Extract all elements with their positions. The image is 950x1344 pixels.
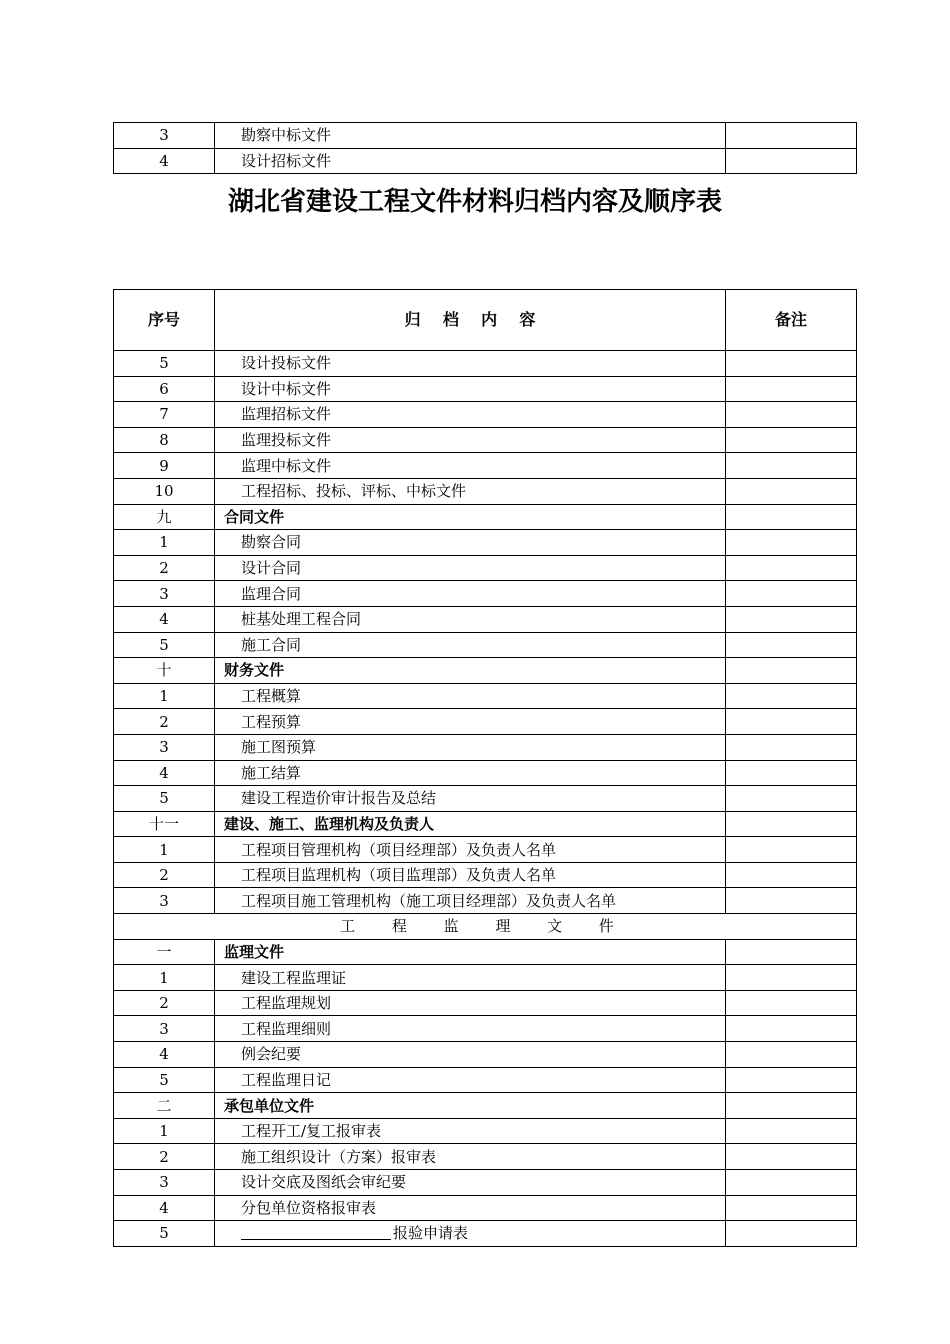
row-remark bbox=[726, 760, 857, 786]
table-row bbox=[114, 453, 857, 479]
row-text: 工程监理日记 bbox=[241, 1070, 332, 1089]
header-no: 序号 bbox=[114, 290, 215, 351]
row-number: 4 bbox=[114, 760, 215, 786]
row-number: 2 bbox=[114, 1144, 215, 1170]
row-content bbox=[215, 351, 726, 377]
row-remark bbox=[726, 1195, 857, 1221]
table-row bbox=[114, 148, 857, 174]
table-row bbox=[114, 709, 857, 735]
row-text: 承包单位文件 bbox=[224, 1096, 315, 1115]
row-content bbox=[215, 478, 726, 504]
row-number: 6 bbox=[114, 376, 215, 402]
row-content bbox=[215, 837, 726, 863]
row-content: 勘察中标文件 bbox=[215, 123, 726, 149]
continued-table bbox=[113, 122, 857, 174]
document-title: 湖北省建设工程文件材料归档内容及顺序表 bbox=[227, 187, 722, 217]
row-content bbox=[215, 786, 726, 812]
row-content bbox=[215, 504, 726, 530]
row-text: 设计交底及图纸会审纪要 bbox=[241, 1173, 407, 1192]
row-remark bbox=[726, 1067, 857, 1093]
row-text: 合同文件 bbox=[224, 507, 285, 526]
row-text: 建设工程造价审计报告及总结 bbox=[241, 789, 437, 808]
fill-in-blank bbox=[241, 1223, 391, 1240]
row-number: 二 bbox=[114, 1093, 215, 1119]
table-row bbox=[114, 1118, 857, 1144]
table-row bbox=[114, 888, 857, 914]
row-number: 3 bbox=[114, 888, 215, 914]
row-remark bbox=[726, 123, 857, 149]
row-text: 工程项目管理机构（项目经理部）及负责人名单 bbox=[241, 840, 557, 859]
archive-table bbox=[113, 289, 857, 1247]
row-remark bbox=[726, 632, 857, 658]
row-text: 施工组织设计（方案）报审表 bbox=[241, 1147, 437, 1166]
table-row bbox=[114, 402, 857, 428]
row-number: 4 bbox=[114, 606, 215, 632]
row-remark bbox=[726, 427, 857, 453]
row-text: 建设、施工、监理机构及负责人 bbox=[224, 814, 435, 833]
row-text: 监理文件 bbox=[224, 942, 285, 961]
row-remark bbox=[726, 351, 857, 377]
row-text: 工程监理细则 bbox=[241, 1019, 332, 1038]
row-remark bbox=[726, 862, 857, 888]
row-text: 施工合同 bbox=[241, 635, 302, 654]
row-number: 九 bbox=[114, 504, 215, 530]
table-row bbox=[114, 1221, 857, 1247]
row-content bbox=[215, 606, 726, 632]
table-row bbox=[114, 123, 857, 149]
row-remark bbox=[726, 1093, 857, 1119]
table-row bbox=[114, 1170, 857, 1196]
row-number: 5 bbox=[114, 351, 215, 377]
row-content bbox=[215, 862, 726, 888]
table-row bbox=[114, 555, 857, 581]
row-remark bbox=[726, 990, 857, 1016]
row-content: 设计招标文件 bbox=[215, 148, 726, 174]
row-number: 2 bbox=[114, 555, 215, 581]
row-remark bbox=[726, 734, 857, 760]
table-row bbox=[114, 1067, 857, 1093]
section-divider-row bbox=[114, 914, 857, 940]
table-row bbox=[114, 427, 857, 453]
row-number: 2 bbox=[114, 990, 215, 1016]
row-text: 工程项目施工管理机构（施工项目经理部）及负责人名单 bbox=[241, 891, 617, 910]
section-row bbox=[114, 1093, 857, 1119]
section-row bbox=[114, 504, 857, 530]
row-content bbox=[215, 453, 726, 479]
row-content bbox=[215, 1170, 726, 1196]
row-remark bbox=[726, 811, 857, 837]
row-number: 1 bbox=[114, 683, 215, 709]
row-remark bbox=[726, 1016, 857, 1042]
row-content bbox=[215, 427, 726, 453]
row-text: 施工图预算 bbox=[241, 738, 317, 757]
row-number: 5 bbox=[114, 632, 215, 658]
row-content bbox=[215, 632, 726, 658]
row-number: 10 bbox=[114, 478, 215, 504]
row-number: 5 bbox=[114, 1067, 215, 1093]
row-number: 3 bbox=[114, 581, 215, 607]
table-row bbox=[114, 632, 857, 658]
row-remark bbox=[726, 402, 857, 428]
row-number: 4 bbox=[114, 1195, 215, 1221]
section-row bbox=[114, 939, 857, 965]
row-number: 3 bbox=[114, 123, 215, 149]
table-row bbox=[114, 683, 857, 709]
row-content bbox=[215, 990, 726, 1016]
table-row bbox=[114, 376, 857, 402]
row-number: 十一 bbox=[114, 811, 215, 837]
table-row bbox=[114, 862, 857, 888]
section-row bbox=[114, 811, 857, 837]
table-row bbox=[114, 581, 857, 607]
row-text: 设计合同 bbox=[241, 559, 302, 578]
row-content bbox=[215, 888, 726, 914]
row-text: 监理投标文件 bbox=[241, 431, 332, 450]
row-remark bbox=[726, 683, 857, 709]
row-text: 工程监理规划 bbox=[241, 994, 332, 1013]
row-number: 2 bbox=[114, 862, 215, 888]
table-row bbox=[114, 478, 857, 504]
row-text: 例会纪要 bbox=[241, 1045, 302, 1064]
row-remark bbox=[726, 148, 857, 174]
row-text: 报验申请表 bbox=[393, 1224, 469, 1243]
table-row bbox=[114, 1016, 857, 1042]
row-number: 一 bbox=[114, 939, 215, 965]
table-row bbox=[114, 530, 857, 556]
row-content bbox=[215, 658, 726, 684]
row-content bbox=[215, 1093, 726, 1119]
row-number: 4 bbox=[114, 148, 215, 174]
row-content bbox=[215, 1067, 726, 1093]
row-number: 9 bbox=[114, 453, 215, 479]
row-content bbox=[215, 965, 726, 991]
row-number: 2 bbox=[114, 709, 215, 735]
row-content bbox=[215, 555, 726, 581]
table-row bbox=[114, 965, 857, 991]
section-divider: 工 程 监 理 文 件 bbox=[114, 914, 857, 940]
table-row bbox=[114, 1144, 857, 1170]
row-remark bbox=[726, 837, 857, 863]
row-remark bbox=[726, 581, 857, 607]
row-remark bbox=[726, 478, 857, 504]
row-remark bbox=[726, 1170, 857, 1196]
row-content bbox=[215, 760, 726, 786]
table-row bbox=[114, 734, 857, 760]
table-row bbox=[114, 1042, 857, 1068]
header-remark: 备注 bbox=[726, 290, 857, 351]
row-remark bbox=[726, 504, 857, 530]
row-content bbox=[215, 734, 726, 760]
table-row bbox=[114, 837, 857, 863]
row-remark bbox=[726, 1118, 857, 1144]
row-remark bbox=[726, 965, 857, 991]
row-remark bbox=[726, 709, 857, 735]
row-number: 4 bbox=[114, 1042, 215, 1068]
row-remark bbox=[726, 376, 857, 402]
row-number: 1 bbox=[114, 530, 215, 556]
row-content bbox=[215, 939, 726, 965]
row-content bbox=[215, 1144, 726, 1170]
row-content bbox=[215, 1221, 726, 1247]
row-content bbox=[215, 402, 726, 428]
row-content bbox=[215, 376, 726, 402]
row-number: 3 bbox=[114, 734, 215, 760]
table-row bbox=[114, 990, 857, 1016]
row-text: 监理招标文件 bbox=[241, 405, 332, 424]
row-content bbox=[215, 811, 726, 837]
row-content bbox=[215, 1042, 726, 1068]
header-content: 归 档 内 容 bbox=[215, 290, 726, 351]
row-text: 施工结算 bbox=[241, 763, 302, 782]
row-text: 工程招标、投标、评标、中标文件 bbox=[241, 482, 467, 501]
row-content bbox=[215, 683, 726, 709]
table-row bbox=[114, 760, 857, 786]
row-text: 监理中标文件 bbox=[241, 456, 332, 475]
row-remark bbox=[726, 1221, 857, 1247]
row-number: 十 bbox=[114, 658, 215, 684]
row-text: 监理合同 bbox=[241, 584, 302, 603]
row-remark bbox=[726, 1042, 857, 1068]
row-remark bbox=[726, 658, 857, 684]
row-number: 8 bbox=[114, 427, 215, 453]
table-header bbox=[114, 290, 857, 351]
row-number: 1 bbox=[114, 965, 215, 991]
row-remark bbox=[726, 555, 857, 581]
row-remark bbox=[726, 786, 857, 812]
row-remark bbox=[726, 453, 857, 479]
row-text: 工程概算 bbox=[241, 687, 302, 706]
section-row bbox=[114, 658, 857, 684]
row-content bbox=[215, 581, 726, 607]
row-text: 工程开工/复工报审表 bbox=[241, 1122, 382, 1141]
row-text: 财务文件 bbox=[224, 661, 285, 680]
row-content bbox=[215, 1016, 726, 1042]
row-content bbox=[215, 1195, 726, 1221]
table-row bbox=[114, 606, 857, 632]
row-text: 设计中标文件 bbox=[241, 379, 332, 398]
table-row bbox=[114, 1195, 857, 1221]
row-number: 5 bbox=[114, 1221, 215, 1247]
row-number: 1 bbox=[114, 837, 215, 863]
row-remark bbox=[726, 606, 857, 632]
row-text: 工程预算 bbox=[241, 712, 302, 731]
row-number: 1 bbox=[114, 1118, 215, 1144]
row-text: 设计投标文件 bbox=[241, 354, 332, 373]
row-content bbox=[215, 530, 726, 556]
row-remark bbox=[726, 1144, 857, 1170]
row-text: 工程项目监理机构（项目监理部）及负责人名单 bbox=[241, 866, 557, 885]
row-text: 分包单位资格报审表 bbox=[241, 1198, 377, 1217]
row-number: 7 bbox=[114, 402, 215, 428]
row-remark bbox=[726, 530, 857, 556]
row-remark bbox=[726, 888, 857, 914]
row-text: 桩基处理工程合同 bbox=[241, 610, 362, 629]
row-number: 3 bbox=[114, 1016, 215, 1042]
row-number: 3 bbox=[114, 1170, 215, 1196]
table-row bbox=[114, 351, 857, 377]
table-row bbox=[114, 786, 857, 812]
row-remark bbox=[726, 939, 857, 965]
row-text: 建设工程监理证 bbox=[241, 968, 347, 987]
row-text: 勘察合同 bbox=[241, 533, 302, 552]
row-content bbox=[215, 709, 726, 735]
row-number: 5 bbox=[114, 786, 215, 812]
row-content bbox=[215, 1118, 726, 1144]
